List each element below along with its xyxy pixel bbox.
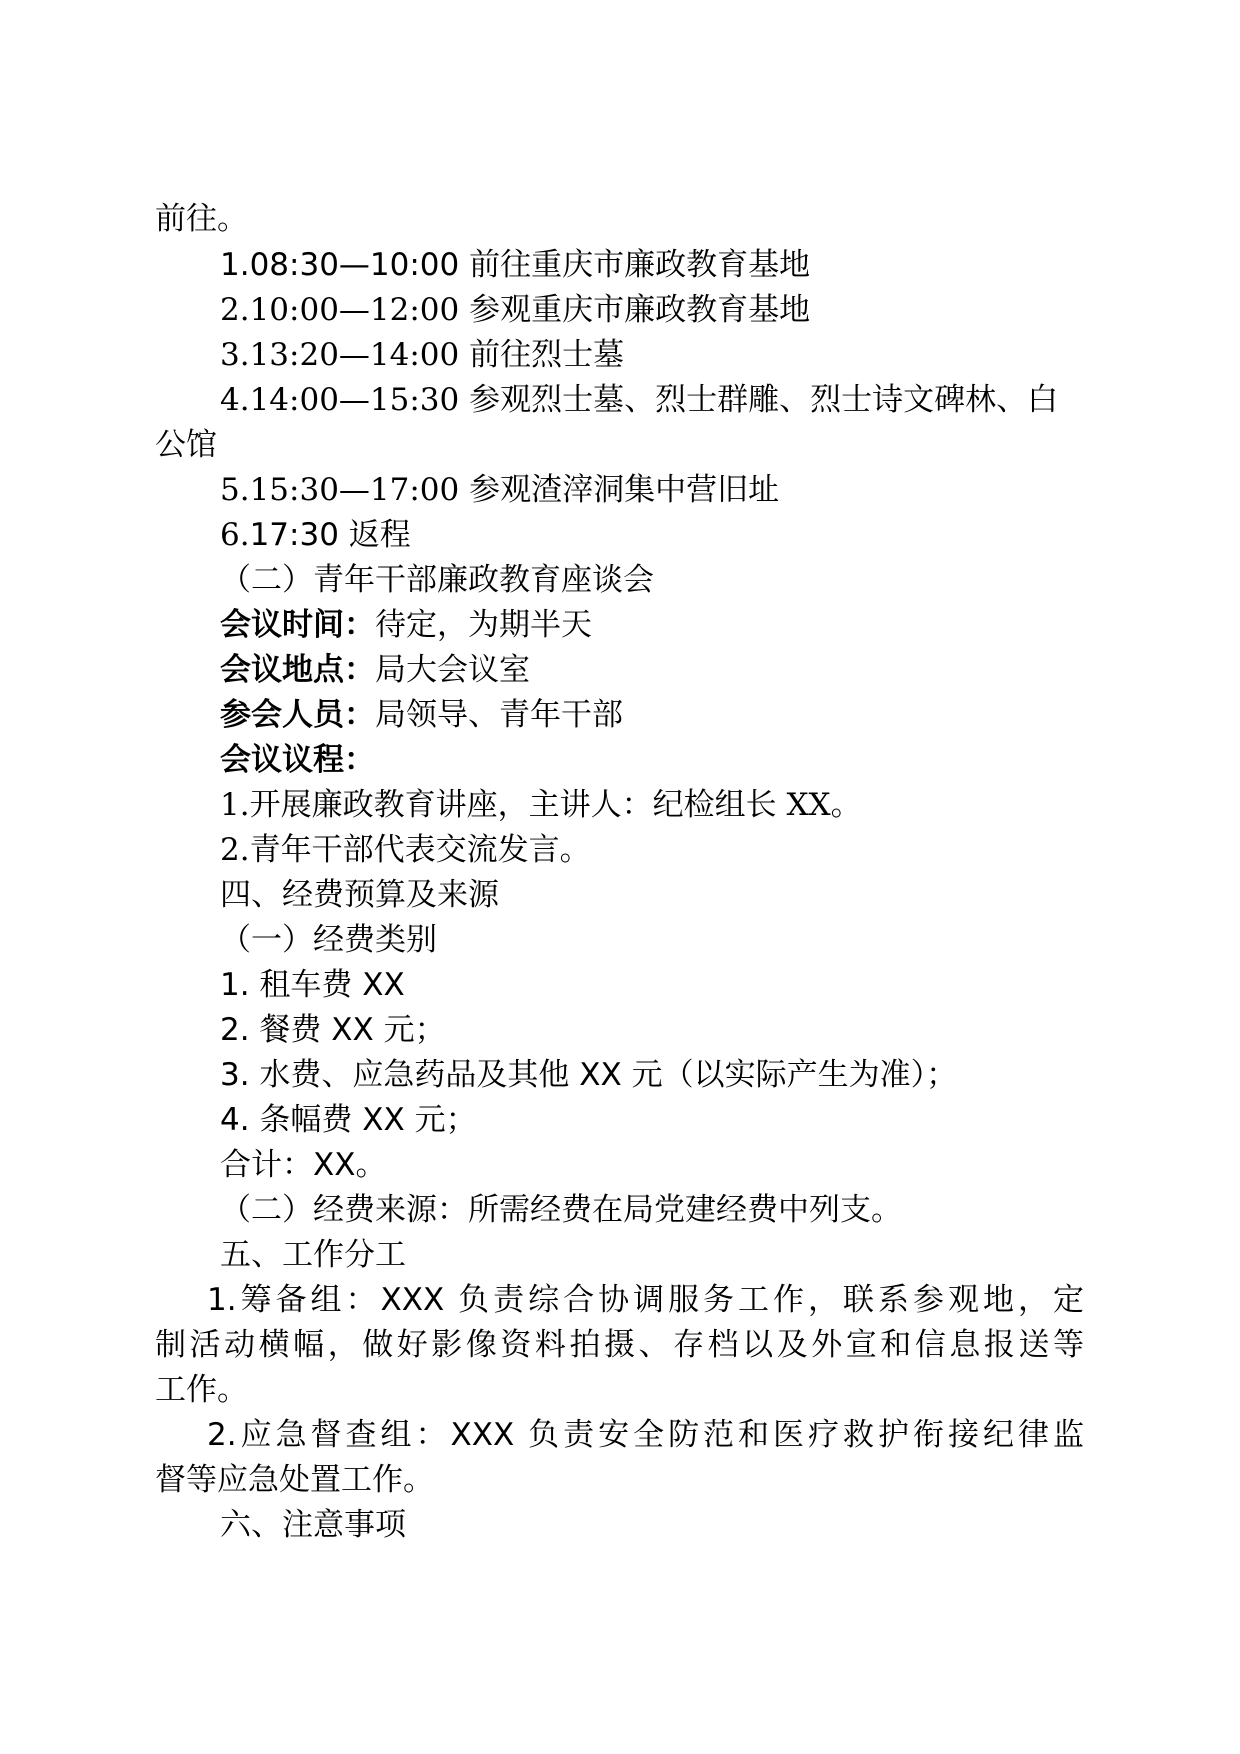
meeting-agenda-label: 会议议程： [220,742,375,778]
schedule-text: 参观重庆市廉政教育基地 [459,292,811,328]
field-value: 局领导、青年干部 [375,697,623,733]
schedule-number: 6. [220,517,250,553]
paragraph-line: 前往。 [155,201,248,237]
schedule-time: 1.08:30—10:00 [220,247,460,283]
field-label: 会议时间： [220,607,375,643]
field-label: 参会人员： [220,697,375,733]
agenda-item-2 [220,828,591,873]
agenda-text: XX [786,787,831,823]
schedule-text: 参观渣滓洞集中营旧址 [459,472,780,508]
field-label: 会议地点： [220,652,375,688]
funding-source: （二）经费来源：所需经费在局党建经费中列支。 [220,1192,902,1228]
schedule-time: 3.13:20—14:00 [220,337,460,373]
schedule-item-4-continued: 公馆 [155,427,217,463]
division-item-1-line-2: 制活动横幅，做好影像资料拍摄、存档以及外宣和信息报送等 [155,1327,1084,1363]
schedule-item-6 [220,513,411,558]
schedule-text: 参观烈士墓、烈士群雕、烈士诗文碑林、白 [459,382,1059,418]
section-heading: 四、经费预算及来源 [220,877,499,913]
field-value: 局大会议室 [375,652,530,688]
agenda-item-1 [220,783,862,828]
schedule-text: 前往重庆市廉政教育基地 [459,247,811,283]
division-item-1-line-1: 1.筹备组：XXX 负责综合协调服务工作，联系参观地，定 [207,1282,1084,1318]
schedule-item-4 [220,378,1058,423]
schedule-text: 17:30 返程 [249,517,411,553]
agenda-number: 2. [220,832,250,868]
schedule-item-5 [220,468,779,513]
meeting-place [220,648,530,693]
schedule-time: 2.10:00—12:00 [220,292,460,328]
schedule-item-1 [220,243,810,288]
cost-item-4: 4. 条幅费 XX 元； [220,1102,477,1138]
schedule-item-3 [220,333,624,378]
schedule-text: 前往烈士墓 [459,337,625,373]
section-heading: 五、工作分工 [220,1237,406,1273]
section-heading: 六、注意事项 [220,1507,406,1543]
meeting-attendees [220,693,623,738]
section-heading: （二）青年干部廉政教育座谈会 [220,562,654,598]
division-item-2-line-1: 2.应急督查组：XXX 负责安全防范和医疗救护衔接纪律监 [207,1417,1084,1453]
cost-total: 合计：XX。 [220,1147,387,1183]
field-value: 待定，为期半天 [375,607,592,643]
cost-item-3: 3. 水费、应急药品及其他 XX 元（以实际产生为准）； [220,1057,958,1093]
agenda-text: 开展廉政教育讲座，主讲人：纪检组长 [249,787,787,823]
meeting-time [220,603,592,648]
schedule-item-2 [220,288,810,333]
schedule-time: 5.15:30—17:00 [220,472,460,508]
division-item-1-line-3: 工作。 [155,1372,248,1408]
cost-item-2: 2. 餐费 XX 元； [220,1012,446,1048]
schedule-time: 4.14:00—15:30 [220,382,460,418]
subsection-heading: （一）经费类别 [220,922,437,958]
agenda-number: 1. [220,787,250,823]
division-item-2-line-2: 督等应急处置工作。 [155,1462,434,1498]
cost-item-1: 1. 租车费 XX [220,967,405,1003]
agenda-text: 。 [830,787,862,823]
agenda-text: 青年干部代表交流发言。 [249,832,591,868]
